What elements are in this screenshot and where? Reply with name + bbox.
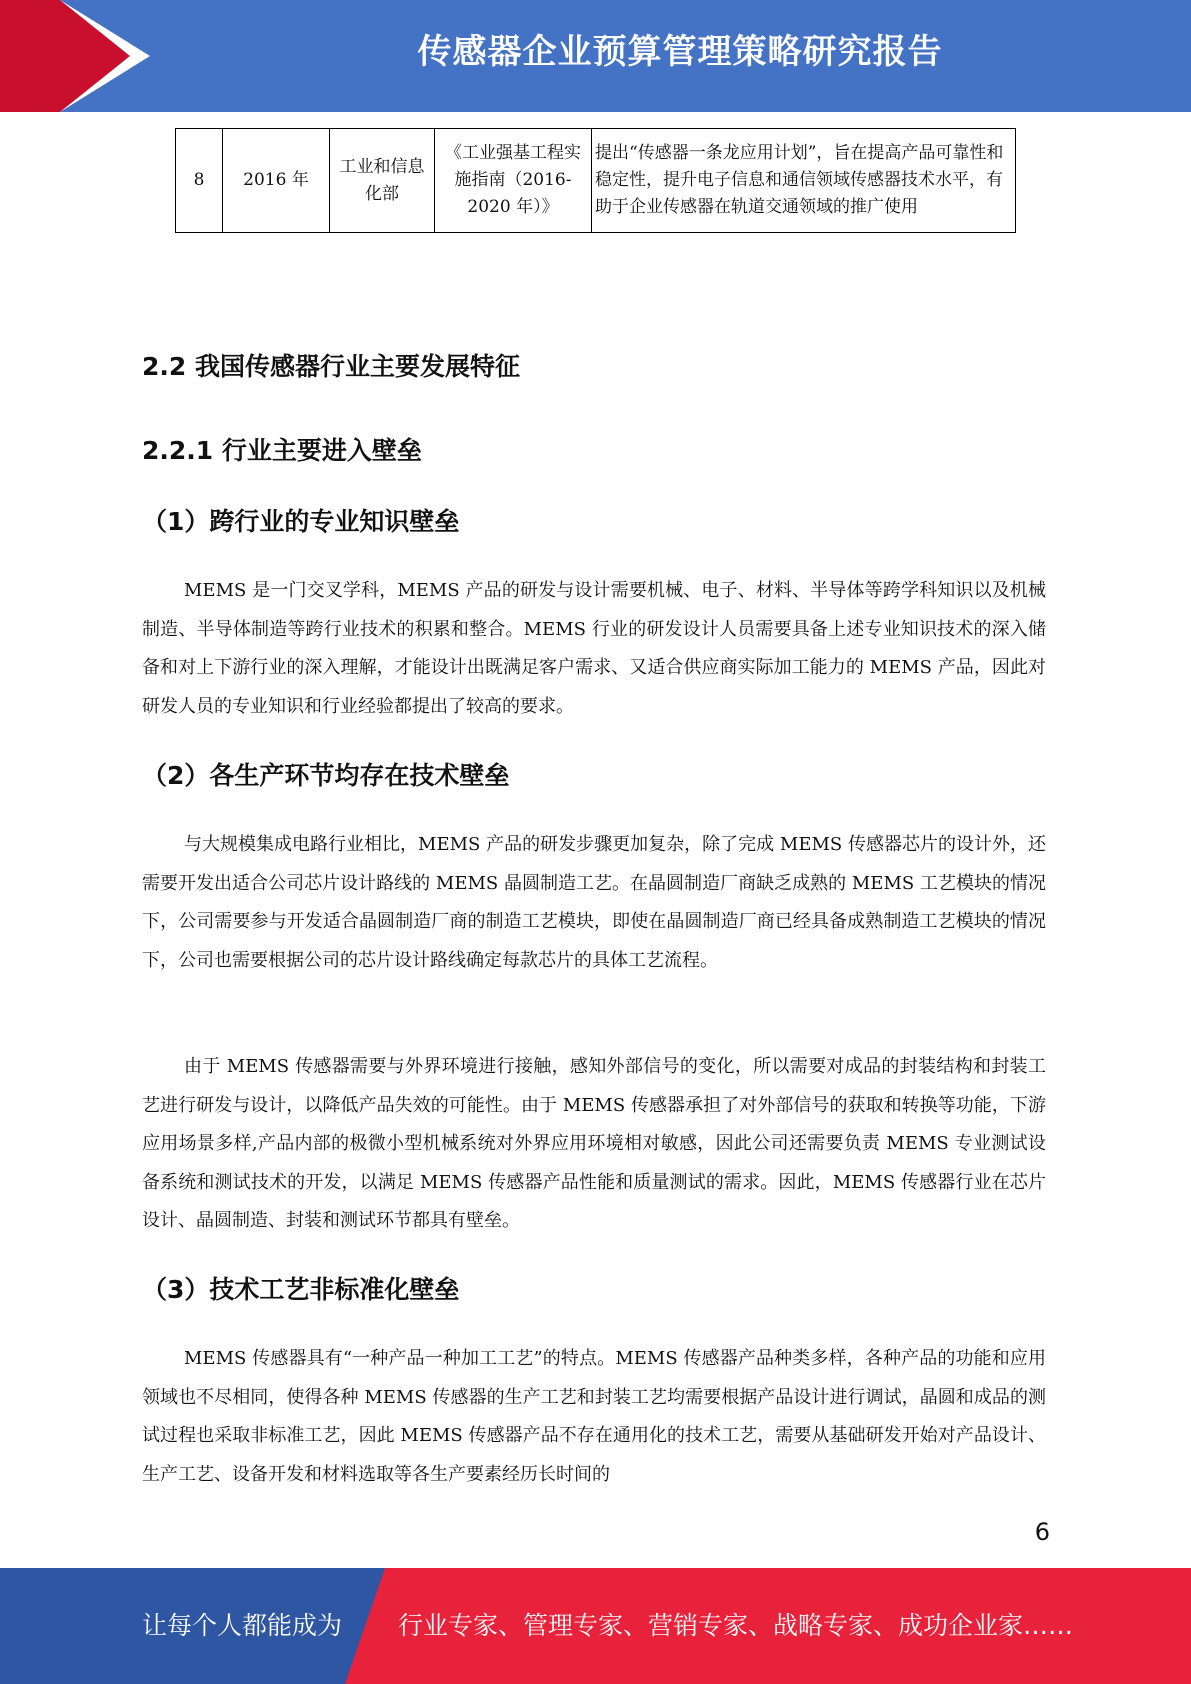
header-arrow-red: [60, 0, 130, 112]
paragraph: MEMS 是一门交叉学科，MEMS 产品的研发与设计需要机械、电子、材料、半导体等跨学科知识以及机械制造、半导体制造等跨行业技术的积累和整合。MEMS 行业的研发设计人员需要具备上述专业知识技术的深入储备和对上下游行业的深入理解，才能设计出既满足客户需求、又适合供应商实际加工能力的 MEMS 产品，因此对研发人员的专业知识和行业经验都提出了较高的要求。: [142, 580, 1046, 717]
item-heading-1: （1）跨行业的专业知识壁垒: [142, 507, 460, 536]
item-heading-2: （2）各生产环节均存在技术壁垒: [142, 761, 510, 790]
row-document: 《工业强基工程实施指南（2016-2020 年）》: [435, 129, 592, 233]
header-red-block: [0, 0, 60, 112]
report-title: 传感器企业预算管理策略研究报告: [417, 32, 943, 72]
row-department: 工业和信息化部: [330, 129, 435, 233]
policy-table: [175, 128, 1016, 233]
page-number: 6: [1034, 1518, 1050, 1546]
subsection-heading: 2.2.1 行业主要进入壁垒: [142, 436, 422, 465]
paragraph: MEMS 传感器具有“一种产品一种加工工艺”的特点。MEMS 传感器产品种类多样，各种产品的功能和应用领域也不尽相同，使得各种 MEMS 传感器的生产工艺和封装工艺均需要根据产品设计进行调试，晶圆和成品的测试过程也采取非标准工艺，因此 MEMS 传感器产品不存在通用化的技术工艺，需要从基础研发开始对产品设计、生产工艺、设备开发和材料选取等各生产要素经历长时间的: [142, 1348, 1046, 1485]
page-footer: [0, 1568, 1191, 1684]
footer-slogan-right: 行业专家、管理专家、营销专家、战略专家、成功企业家……: [398, 1611, 1074, 1640]
section-heading: 2.2 我国传感器行业主要发展特征: [142, 352, 520, 381]
paragraph: 与大规模集成电路行业相比，MEMS 产品的研发步骤更加复杂，除了完成 MEMS 传感器芯片的设计外，还需要开发出适合公司芯片设计路线的 MEMS 晶圆制造工艺。在晶圆制造厂商缺乏成熟的 MEMS 工艺模块的情况下，公司需要参与开发适合晶圆制造厂商的制造工艺模块，即使在晶圆制造厂商已经具备成熟制造工艺模块的情况下，公司也需要根据公司的芯片设计路线确定每款芯片的具体工艺流程。: [142, 834, 1046, 971]
footer-slogan-left: 让每个人都能成为: [142, 1611, 343, 1640]
paragraph: 由于 MEMS 传感器需要与外界环境进行接触，感知外部信号的变化，所以需要对成品的封装结构和封装工艺进行研发与设计，以降低产品失效的可能性。由于 MEMS 传感器承担了对外部信号的获取和转换等功能，下游应用场景多样,产品内部的极微小型机械系统对外界应用环境相对敏感，因此公司还需要负责 MEMS 专业测试设备系统和测试技术的开发，以满足 MEMS 传感器产品性能和质量测试的需求。因此，MEMS 传感器行业在芯片设计、晶圆制造、封装和测试环节都具有壁垒。: [142, 1056, 1046, 1231]
footer-blue-slant: [345, 1568, 385, 1684]
item-heading-3: （3）技术工艺非标准化壁垒: [142, 1275, 460, 1304]
row-description: 提出“传感器一条龙应用计划”，旨在提高产品可靠性和稳定性，提升电子信息和通信领域传感器技术水平，有助于企业传感器在轨道交通领域的推广使用: [592, 129, 1016, 233]
table-row: [176, 129, 1016, 233]
row-number: 8: [176, 129, 223, 233]
row-year: 2016 年: [223, 129, 330, 233]
page-header: [0, 0, 1191, 112]
